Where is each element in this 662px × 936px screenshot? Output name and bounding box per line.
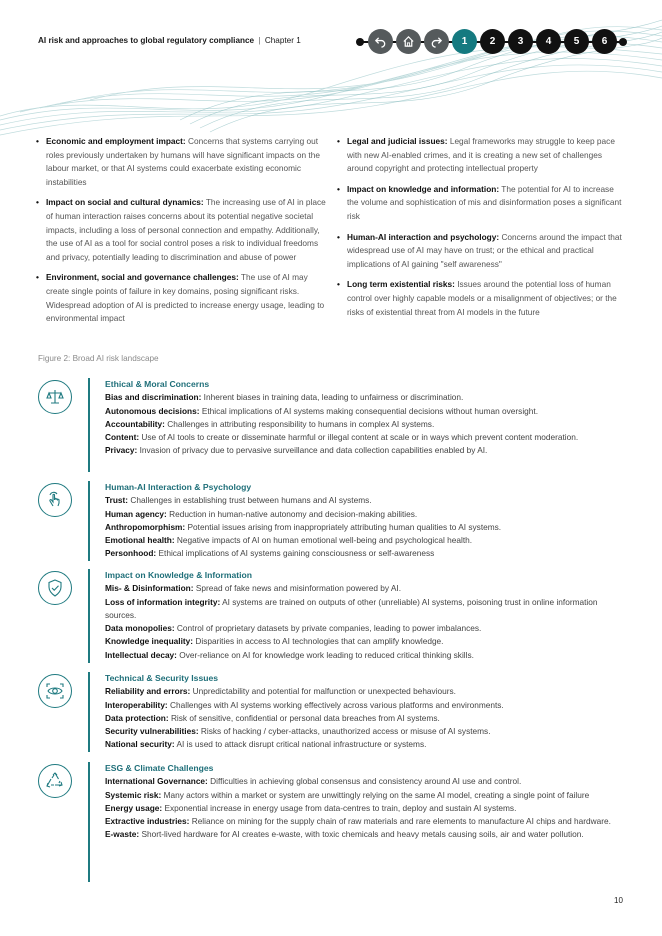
forward-arrow-icon[interactable] — [424, 29, 449, 54]
chapter-label: Chapter 1 — [264, 36, 301, 45]
bullet-text: The use of AI may create single points of failure in key domains, posing significant risks. Widespread adoption of AI is predicted to increase energy usage, leading to environmental impact — [46, 272, 325, 324]
category-technical-security — [36, 672, 626, 752]
nav-page-5[interactable]: 5 — [564, 29, 589, 54]
bullet-text: Issues around the potential loss of human control over highly capable models or a misalignment of objectives; or the risks of existential threat from AI models in the future — [347, 279, 617, 317]
list-item — [105, 534, 625, 547]
item-head: Energy usage: — [105, 802, 163, 813]
list-item — [105, 635, 625, 648]
risk-bullets-left — [36, 135, 326, 333]
list-item — [105, 828, 625, 841]
list-item — [105, 418, 625, 431]
list-item — [105, 622, 625, 635]
bullet-head: Economic and employment impact: — [46, 136, 186, 146]
item-head: Mis- & Disinformation: — [105, 583, 194, 594]
list-item — [105, 444, 625, 457]
list-item — [105, 738, 625, 751]
bullet-text: Concerns around the impact that widespread use of AI may have on trust; or the ethical and practical implications of AI gaining "self awareness" — [347, 231, 622, 269]
item-head: Trust: — [105, 495, 129, 506]
category-knowledge-information — [36, 569, 626, 663]
bullet-head: Impact on social and cultural dynamics: — [46, 197, 204, 208]
bullet-head: Long term existential risks: — [347, 279, 455, 290]
bullet-head: Legal and judicial issues: — [347, 136, 448, 146]
item-text: Challenges with AI systems working effectively across various platforms and environments. — [170, 699, 504, 710]
item-text: Disparities in access to AI technologies that can amplify knowledge. — [195, 636, 444, 647]
list-item — [105, 547, 625, 560]
item-text: Over-reliance on AI for knowledge work leading to reduced critical thinking skills. — [179, 649, 474, 660]
item-head: Loss of information integrity: — [105, 596, 221, 607]
bullet-text: The increasing use of AI in place of human interaction raises concerns about its potential negative societal impacts, including a loss of personal connection and empathy. Additionally, the use of AI as a tool for social control poses a risk to individual freedoms and privacy, potentially leading to discrimination and abuse of power — [46, 197, 326, 262]
category-human-ai — [36, 481, 626, 561]
item-head: E-waste: — [105, 829, 140, 840]
item-text: Ethical implications of AI systems making consequential decisions without human oversight. — [201, 405, 539, 416]
category-title: Impact on Knowledge & Information — [105, 570, 253, 580]
item-text: Use of AI tools to create or disseminate harmful or illegal content at scale or in ways which prevent content moderation. — [141, 432, 579, 443]
list-item — [337, 183, 627, 224]
item-text: Potential issues arising from inappropriately attributing human qualities to AI systems. — [187, 521, 502, 532]
item-text: Many actors within a market or system are unwittingly relying on the same AI model, creating a single point of failure — [163, 789, 590, 800]
category-bar — [88, 569, 90, 663]
item-head: Intellectual decay: — [105, 649, 177, 660]
list-item — [105, 596, 625, 623]
item-text: Invasion of privacy due to pervasive surveillance and data collection capabilities enabled by AI. — [139, 445, 488, 456]
item-text: Challenges in establishing trust between humans and AI systems. — [130, 495, 372, 506]
item-text: Difficulties in achieving global consensus and consistency around AI use and control. — [210, 776, 522, 787]
nav-dot-start — [356, 38, 364, 46]
list-item — [105, 405, 625, 418]
item-head: National security: — [105, 739, 175, 750]
list-item — [105, 775, 625, 788]
list-item — [105, 699, 625, 712]
bullet-text: The potential for AI to increase the volume and sophistication of mis and disinformation poses a significant risk — [347, 183, 622, 221]
item-head: Anthropomorphism: — [105, 521, 186, 532]
page-navigation — [356, 29, 626, 55]
item-text: AI is used to attack disrupt critical national infrastructure or systems. — [176, 739, 427, 750]
item-text: Spread of fake news and misinformation powered by AI. — [195, 583, 402, 594]
bullet-text: Concerns that systems carrying out roles previously undertaken by humans will have significant impacts on the labour market, or that AI systems could exacerbate existing economic instabilities — [46, 136, 320, 187]
item-text: Reduction in human-native autonomy and decision-making abilities. — [169, 508, 418, 519]
item-head: Accountability: — [105, 418, 165, 429]
category-bar — [88, 762, 90, 882]
touch-hand-icon — [38, 483, 72, 517]
category-title: ESG & Climate Challenges — [105, 763, 214, 773]
item-text: Reliance on mining for the supply chain of raw materials and rare elements to manufacture AI chips and hardware. — [191, 816, 611, 827]
bullet-head: Impact on knowledge and information: — [347, 183, 500, 194]
nav-page-1[interactable]: 1 — [452, 29, 477, 54]
category-esg-climate — [36, 762, 626, 882]
item-head: Emotional health: — [105, 535, 175, 546]
page-number: 10 — [614, 896, 623, 905]
nav-page-3[interactable]: 3 — [508, 29, 533, 54]
list-item — [105, 431, 625, 444]
list-item — [105, 712, 625, 725]
back-arrow-icon[interactable] — [368, 29, 393, 54]
figure-caption: Figure 2: Broad AI risk landscape — [38, 354, 159, 363]
scales-icon — [38, 380, 72, 414]
bullet-head: Environment, social and governance challenges: — [46, 272, 239, 283]
item-text: Risk of sensitive, confidential or personal data breaches from AI systems. — [170, 712, 440, 723]
list-item — [337, 231, 627, 272]
category-content — [105, 481, 625, 561]
item-text: Control of proprietary datasets by private companies, leading to power imbalances. — [176, 623, 482, 634]
list-item — [105, 649, 625, 662]
list-item — [337, 135, 627, 176]
item-head: Knowledge inequality: — [105, 636, 194, 647]
item-text: Short-lived hardware for AI creates e-waste, with toxic chemicals and heavy metals causing soils, air and water pollution. — [141, 829, 584, 840]
nav-page-2[interactable]: 2 — [480, 29, 505, 54]
item-text: Inherent biases in training data, leading to unfairness or discrimination. — [203, 392, 464, 403]
item-head: Human agency: — [105, 508, 167, 519]
eye-scan-icon — [38, 674, 72, 708]
list-item — [36, 135, 326, 189]
item-text: Exponential increase in energy usage from data-centres to train, deploy and sustain AI systems. — [164, 802, 517, 813]
item-head: Autonomous decisions: — [105, 405, 200, 416]
category-bar — [88, 378, 90, 472]
list-item — [105, 802, 625, 815]
document-title: AI risk and approaches to global regulatory compliance — [38, 36, 255, 45]
item-head: Security vulnerabilities: — [105, 726, 199, 737]
item-text: Negative impacts of AI on human emotional well-being and psychological health. — [176, 535, 473, 546]
item-head: International Governance: — [105, 776, 208, 787]
list-item — [105, 789, 625, 802]
category-bar — [88, 481, 90, 561]
item-head: Personhood: — [105, 548, 157, 559]
bullet-text: Legal frameworks may struggle to keep pace with new AI-enabled crimes, and it is creating a new set of challenges around copyright and protecting intellectual property — [347, 136, 615, 174]
item-head: Bias and discrimination: — [105, 392, 202, 403]
nav-page-4[interactable]: 4 — [536, 29, 561, 54]
list-item — [105, 494, 625, 507]
decorative-waves — [0, 0, 662, 140]
list-item — [105, 582, 625, 595]
list-item — [337, 278, 627, 319]
category-ethical-moral — [36, 378, 626, 472]
list-item — [36, 271, 326, 325]
recycle-icon — [38, 764, 72, 798]
header-separator: | — [258, 36, 261, 45]
list-item — [105, 725, 625, 738]
shield-check-icon — [38, 571, 72, 605]
item-head: Extractive industries: — [105, 816, 190, 827]
item-text: Ethical implications of AI systems gaining consciousness or self-awareness — [158, 548, 435, 559]
item-head: Data protection: — [105, 712, 169, 723]
item-head: Data monopolies: — [105, 623, 175, 634]
list-item — [105, 815, 625, 828]
item-head: Content: — [105, 432, 140, 443]
item-text: Challenges in attributing responsibility to humans in complex AI systems. — [167, 418, 435, 429]
category-content — [105, 569, 625, 662]
home-icon[interactable] — [396, 29, 421, 54]
item-text: Risks of hacking / cyber-attacks, unauthorized access or misuse of AI systems. — [200, 726, 491, 737]
item-text: AI systems are trained on outputs of other (unreliable) AI systems, poisoning trust in online information sources. — [105, 596, 598, 620]
category-title: Ethical & Moral Concerns — [105, 379, 210, 389]
list-item — [105, 685, 625, 698]
item-head: Reliability and errors: — [105, 686, 191, 697]
nav-page-6[interactable]: 6 — [592, 29, 617, 54]
bullet-head: Human-AI interaction and psychology: — [347, 231, 500, 242]
item-head: Interoperability: — [105, 699, 168, 710]
list-item — [105, 391, 625, 404]
item-head: Privacy: — [105, 445, 138, 456]
item-head: Systemic risk: — [105, 789, 162, 800]
list-item — [36, 196, 326, 264]
category-content — [105, 762, 625, 842]
category-title: Human-AI Interaction & Psychology — [105, 482, 252, 492]
risk-bullets-right — [337, 135, 627, 326]
list-item — [105, 521, 625, 534]
nav-dot-end — [619, 38, 627, 46]
category-bar — [88, 672, 90, 752]
category-content — [105, 672, 625, 752]
list-item — [105, 508, 625, 521]
category-title: Technical & Security Issues — [105, 673, 219, 683]
item-text: Unpredictability and potential for malfunction or unexpected behaviours. — [192, 686, 456, 697]
running-header — [38, 36, 301, 45]
category-content — [105, 378, 625, 458]
